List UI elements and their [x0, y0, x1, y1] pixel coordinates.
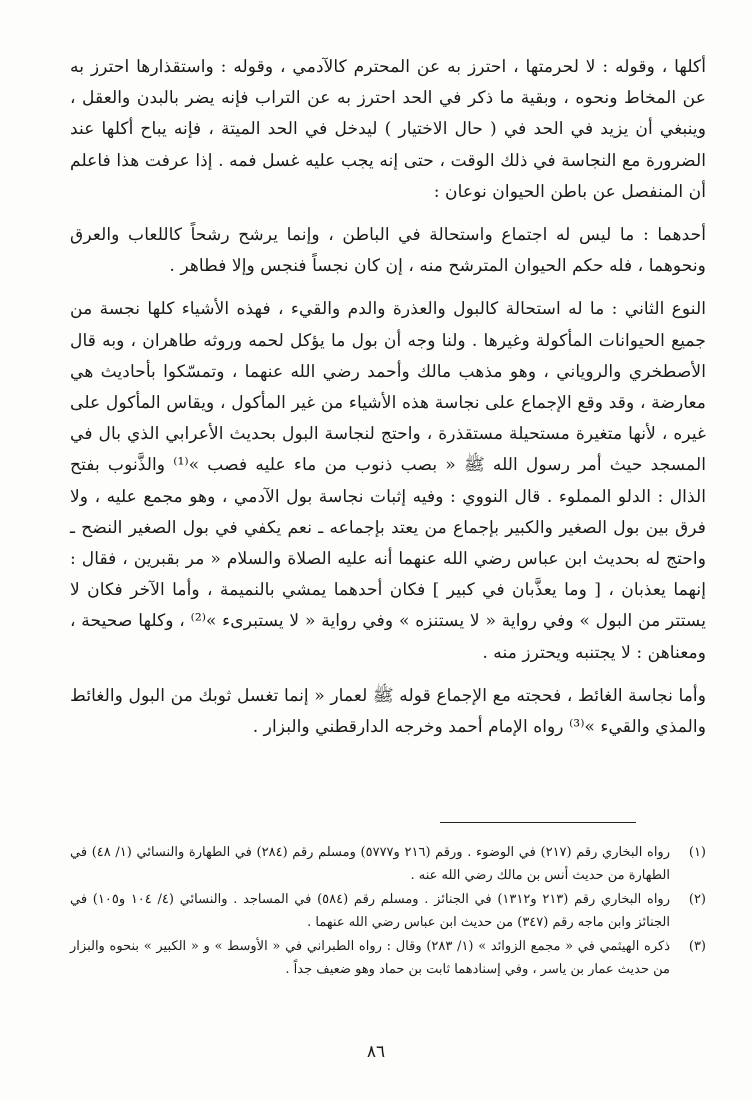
footnote-1: [70, 842, 706, 887]
footnote-number: (١): [688, 845, 706, 860]
paragraph-2: أحدهما : ما ليس له اجتماع واستحالة في الباطن ، وإنما يرشح رشحاً كاللعاب والعرق ونحوهما ، فله حكم الحيوان المترشح منه ، إن كان نجساً فنجس وإلا فطاهر .: [70, 225, 706, 277]
page-number: ٨٦: [366, 1042, 386, 1062]
footnote-3: [70, 936, 706, 981]
footnotes: [70, 842, 706, 984]
footnote-text: رواه البخاري رقم (٢١٣ و١٣١٢) في الجنائز . ومسلم رقم (٥٨٤) في المساجد . والنسائي (٤/ ١٠٤ و١٠٥) في الجنائز وابن ماجه رقم (٣٤٧) من حديث ابن عباس رضي الله عنهما .: [70, 892, 670, 930]
main-text: [70, 52, 706, 743]
footnote-text: رواه البخاري رقم (٢١٧) في الوضوء . ورقم (٢١٦ و٥٧٧٧) ومسلم رقم (٢٨٤) في الطهارة والنسائي (١/ ٤٨) في الطهارة من حديث أنس بن مالك رضي الله عنه .: [70, 845, 670, 883]
paragraph-4: وأما نجاسة الغائط ، فحجته مع الإجماع قوله ﷺ لعمار « إنما تغسل ثوبك من البول والغائط والمذي والقيء »⁽³⁾ رواه الإمام أحمد وخرجه الدارقطني والبزار .: [70, 685, 706, 738]
paragraph-1: أكلها ، وقوله : لا لحرمتها ، احترز به عن المحترم كالآدمي ، وقوله : واستقذارها احترز به عن المخاط ونحوه ، وبقية ما ذكر في الحد احترز به عن التراب فإنه يضر بالبدن والعقل ، وينبغي أن يزيد في الحد في ( حال الاختيار ) ليدخل في الحد الميتة ، فإنه يباح أكلها عند الضرورة مع النجاسة في ذلك الوقت ، حتى إنه يجب عليه غسل فمه . إذا عرفت هذا فاعلم أن المنفصل عن باطن الحيوان نوعان :: [70, 57, 706, 202]
footnote-2: [70, 889, 706, 934]
paragraph-3: النوع الثاني : ما له استحالة كالبول والعذرة والدم والقيء ، فهذه الأشياء كلها نجسة من جميع الحيوانات المأكولة وغيرها . ولنا وجه أن بول ما يؤكل لحمه وروثه طاهران ، وبه قال الأصطخري والروياني ، وهو مذهب مالك وأحمد رضي الله عنهما ، وتمسّكوا بأحاديث هي معارضة ، وقد وقع الإجماع على نجاسة هذه الأشياء من غير المأكول ، ويقاس المأكول على غيره ، لأنها متغيرة مستحيلة مستقذرة ، واحتج لنجاسة البول بحديث الأعرابي الذي بال في المسجد حيث أمر رسول الله ﷺ « بصب ذنوب من ماء عليه فصب »⁽¹⁾ والذَّنوب بفتح الذال : الدلو المملوء . قال النووي : وفيه إثبات نجاسة بول الآدمي ، وهو مجمع عليه ، ولا فرق بين بول الصغير والكبير بإجماع من يعتد بإجماعه ـ نعم يكفي في بول الصغير النضح ـ واحتج له بحديث ابن عباس رضي الله عنهما أنه عليه الصلاة والسلام « مر بقبرين ، فقال : إنهما يعذبان ، [ وما يعذَّبان في كبير ] فكان أحدهما يمشي بالنميمة ، وأما الآخر فكان لا يستتر من البول » وفي رواية « لا يستنزه » وفي رواية « لا يستبرىء »⁽²⁾ ، وكلها صحيحة ، ومعناهن : لا يجتنبه ويحترز منه .: [70, 299, 706, 663]
footnote-divider: [440, 822, 636, 823]
footnote-number: (٢): [688, 892, 706, 908]
footnote-text: ذكره الهيثمي في « مجمع الزوائد » (١/ ٢٨٣) وقال : رواه الطبراني في « الأوسط » و « الكبير » بنحوه والبزار من حديث عمار بن ياسر ، وفي إسنادهما ثابت بن حماد وهو ضعيف جداً .: [70, 939, 670, 977]
footnote-number: (٣): [688, 939, 706, 955]
